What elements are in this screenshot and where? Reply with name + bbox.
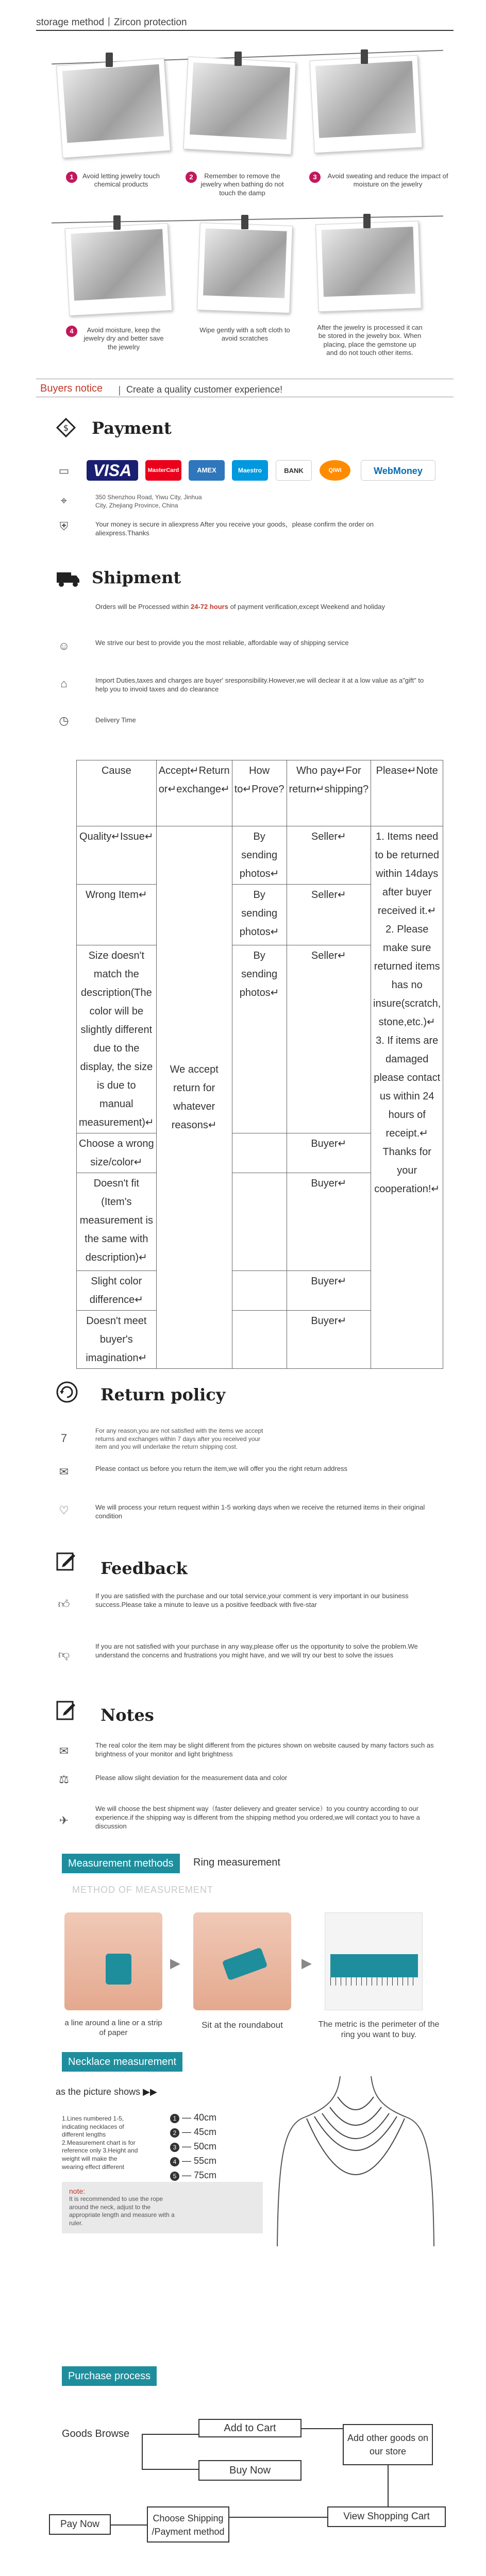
storage-tip-text: Avoid sweating and reduce the impact of moisture on the jewelry	[327, 172, 448, 189]
ring-step-1-caption: a line around a line or a strip of paper	[64, 2019, 162, 2037]
length-row: 5 — 75cm	[170, 2170, 232, 2184]
necklace-notes: 1.Lines numbered 1-5, indicating necklaces of different lengths 2.Measurement chart is for reference only 3.Height and weight will make the wearing effect different	[62, 2115, 138, 2171]
return-policy-text: Please contact us before you return the item,we will offer you the right return address	[95, 1465, 347, 1472]
clothespin-icon	[363, 214, 371, 228]
bank-logo: BANK	[276, 460, 312, 481]
payment-title: Payment	[92, 418, 172, 438]
feedback-title: Feedback	[100, 1558, 188, 1578]
webmoney-logo: WebMoney	[361, 460, 435, 481]
buy-now-box: Buy Now	[198, 2460, 301, 2481]
length-row: 4 — 55cm	[170, 2156, 232, 2170]
flow-connector	[142, 2469, 198, 2470]
method-heading: METHOD OF MEASUREMENT	[72, 1885, 214, 1895]
notes-text: We will choose the best shipment way（faster delievery and greater service）to you country according to our experience.if the shipping way is different from the shipping method you ordered,we will contact you to have a discussion	[95, 1805, 420, 1830]
prove-cell: By sending photos↵	[232, 826, 287, 885]
payer-cell: Buyer↵	[287, 1173, 371, 1271]
card-icon: ▭	[58, 464, 70, 477]
ring-measurement-label: Ring measurement	[193, 1857, 280, 1868]
return-policy-title: Return policy	[100, 1385, 226, 1404]
length-row: 1 — 40cm	[170, 2112, 232, 2127]
table-header-row	[77, 760, 443, 826]
visa-logo: VISA	[87, 460, 138, 481]
purchase-process-label: Purchase process	[62, 2366, 157, 2386]
length-row: 2 — 45cm	[170, 2127, 232, 2141]
notes-text: Please allow slight deviation for the measurement data and color	[95, 1774, 288, 1782]
choose-shipping-box: Choose Shipping /Payment method	[147, 2506, 229, 2543]
buyers-notice-title: Buyers notice	[40, 383, 103, 394]
payer-cell: Seller↵	[287, 885, 371, 945]
storage-photo-cloth	[197, 223, 293, 313]
storage-tip-text: Wipe gently with a soft cloth to avoid scratches	[199, 326, 290, 343]
maestro-logo: Maestro	[232, 460, 268, 481]
table-row	[77, 826, 443, 885]
storage-photo-chemicals	[56, 58, 171, 158]
storage-tip-text: Avoid letting jewelry touch chemical products	[82, 172, 160, 189]
necklace-note-box	[62, 2182, 263, 2233]
necklace-diagram	[273, 2076, 438, 2246]
payer-cell: Buyer↵	[287, 1311, 371, 1369]
clock-icon: ◷	[59, 714, 69, 727]
ring-step-3-caption: The metric is the perimeter of the ring you want to buy.	[318, 2020, 440, 2039]
buyers-notice-subtitle: Create a quality customer experience!	[126, 384, 283, 395]
arrow-right-icon: ▶	[301, 1955, 312, 1971]
envelope-icon: ✉	[59, 1744, 69, 1757]
clothespin-icon	[241, 215, 248, 229]
flow-connector	[229, 2517, 327, 2518]
ring-step-1-image	[64, 1912, 162, 2010]
payer-cell: Buyer↵	[287, 1133, 371, 1173]
thumbs-down-icon: 👎︎	[58, 1648, 70, 1661]
mastercard-logo: MasterCard	[145, 460, 181, 481]
delivery-time-label: Delivery Time	[95, 716, 136, 724]
storage-tip-text: After the jewelry is processed it can be stored in the jewelry box. When placing, place the gemstone up and do not touch other items.	[317, 324, 423, 357]
feedback-icon	[56, 1551, 76, 1571]
tip-number-badge: 4	[66, 326, 77, 337]
storage-photo-jewelry-box	[315, 221, 422, 312]
pay-now-box: Pay Now	[49, 2514, 111, 2535]
ruler-icon: ⚖	[59, 1773, 69, 1786]
note-title: note:	[69, 2187, 86, 2195]
buyers-notice-separator: 丨	[114, 386, 125, 397]
prove-cell	[232, 1173, 287, 1271]
tag-icon: ⌂	[60, 677, 68, 690]
cause-cell: Quality↵Issue↵	[77, 826, 157, 885]
message-icon: ✉	[59, 1465, 69, 1478]
clothespin-icon	[113, 215, 121, 230]
notes-text: The real color the item may be slight different from the pictures shown on website caused by many factors such as brightness of your monitor and light brightness	[95, 1741, 434, 1758]
return-policy-text: For any reason,you are not satisfied with the items we accept returns and exchanges within 7 days after you received your item and you will underlake the return shipping cost.	[95, 1427, 263, 1451]
seven-days-icon: 7	[60, 1432, 68, 1445]
heart-icon: ♡	[59, 1504, 69, 1517]
ring-step-2-caption: Sit at the roundabout	[202, 2020, 283, 2030]
clothespin-icon	[106, 53, 113, 67]
tip-number-badge: 1	[66, 172, 77, 183]
ring-step-3-image	[325, 1912, 423, 2010]
storage-tip-text: Remember to remove the jewelry when bathing do not touch the damp	[200, 172, 284, 197]
accept-cell: We accept return for whatever reasons↵	[156, 826, 232, 1369]
storage-photo-bathing	[183, 57, 296, 155]
flow-connector	[142, 2434, 198, 2435]
storage-photo-sweating	[309, 55, 422, 154]
notes-title: Notes	[100, 1705, 154, 1725]
payer-cell: Seller↵	[287, 945, 371, 1133]
table-header: Please↵Note	[371, 760, 443, 826]
tip-number-badge: 2	[186, 172, 197, 183]
notes-cell: 1. Items need to be returned within 14days after buyer received it.↵ 2. Please make sure returned items has no insure(scratch, stone,etc.)↵ 3. If items are damaged please contact us within 24 hours of receipt.↵ Thanks for your cooperation!↵	[371, 826, 443, 1369]
add-other-goods-box: Add other goods on our store	[343, 2424, 433, 2465]
flow-connector	[301, 2428, 343, 2429]
amex-logo: AMEX	[189, 460, 225, 481]
flow-connector	[111, 2524, 147, 2526]
clothespin-icon	[361, 49, 368, 64]
goods-browse-label: Goods Browse	[62, 2428, 130, 2439]
smile-icon: ☺	[58, 639, 70, 652]
table-header: Cause	[77, 760, 157, 826]
shipment-provide-note: We strive our best to provide you the most reliable, affordable way of shipping service	[95, 639, 349, 647]
cause-cell: Doesn't meet buyer's imagination↵	[77, 1311, 157, 1369]
table-header: Accept↵Return or↵exchange↵	[156, 760, 232, 826]
add-to-cart-box: Add to Cart	[198, 2419, 301, 2437]
payment-address: 350 Shenzhou Road, Yiwu City, Jinhua City, Zhejiang Province, China	[95, 494, 202, 509]
arrow-right-icon: ▶	[170, 1955, 180, 1971]
necklace-measurement-label: Necklace measurement	[62, 2052, 182, 2072]
truck-icon	[56, 569, 80, 588]
flow-connector	[388, 2465, 389, 2506]
airplane-icon: ✈	[59, 1814, 69, 1827]
return-policy-icon	[56, 1381, 78, 1403]
flow-connector	[142, 2434, 143, 2470]
storage-tip-text: Avoid moisture, keep the jewelry dry and better save the jewelry	[83, 326, 164, 351]
payment-icon	[56, 417, 76, 438]
storage-title: storage method丨Zircon protection	[36, 17, 187, 28]
shield-icon: ⛨	[59, 520, 69, 533]
shipment-title: Shipment	[92, 568, 181, 587]
cause-cell: Slight color difference↵	[77, 1271, 157, 1311]
ring-step-2-image	[193, 1912, 291, 2010]
measurement-methods-label: Measurement methods	[62, 1854, 180, 1873]
cause-cell: Size doesn't match the description(The color will be slightly different due to the display, the size is due to manual measurement)↵	[77, 945, 157, 1133]
view-cart-box: View Shopping Cart	[327, 2506, 446, 2527]
prove-cell	[232, 1311, 287, 1369]
table-header: Who pay↵For return↵shipping?	[287, 760, 371, 826]
storage-photo-moisture	[65, 223, 173, 316]
prove-cell: By sending photos↵	[232, 945, 287, 1133]
table-header: How to↵Prove?	[232, 760, 287, 826]
necklace-length-legend	[170, 2112, 232, 2184]
shipment-duties-note: Import Duties,taxes and charges are buyer' sresponsibility.However,we will declear it at a low value as a"gift" to help you to invoid taxes and do clearance	[95, 676, 424, 693]
cause-cell: Doesn't fit (Item's measurement is the same with description)↵	[77, 1173, 157, 1271]
shipment-return-table	[76, 760, 443, 1369]
return-policy-text: We will process your return request within 1-5 working days when we receive the returned items in their original condition	[95, 1503, 425, 1520]
cause-cell: Choose a wrong size/color↵	[77, 1133, 157, 1173]
payer-cell: Seller↵	[287, 826, 371, 885]
length-row: 3 — 50cm	[170, 2141, 232, 2156]
clothespin-icon	[234, 52, 242, 66]
feedback-text: If you are satisfied with the purchase and our total service,your comment is very important in our business success.Please take a minute to leave us a positive feedback with five-star	[95, 1592, 409, 1608]
shipment-processed-note: Orders will be Processed within 24-72 hours of payment verification,except Weekend and holiday	[95, 603, 385, 611]
location-icon: ⌖	[60, 494, 68, 507]
thumbs-up-icon: 👍︎	[58, 1598, 70, 1611]
tip-number-badge: 3	[309, 172, 321, 183]
payer-cell: Buyer↵	[287, 1271, 371, 1311]
prove-cell: By sending photos↵	[232, 885, 287, 945]
qiwi-logo: QIWI	[320, 460, 350, 481]
payment-secure-note: Your money is secure in aliexpress After you receive your goods，please confirm the order on aliexpress.Thanks	[95, 520, 374, 537]
prove-cell	[232, 1271, 287, 1311]
notes-icon	[56, 1700, 76, 1721]
as-picture-label: as the picture shows ▶▶	[56, 2087, 157, 2097]
cause-cell: Wrong Item↵	[77, 885, 157, 945]
note-text: It is recommended to use the rope around the neck, adjust to the appropriate length and measure with a ruler.	[69, 2195, 175, 2227]
prove-cell	[232, 1133, 287, 1173]
feedback-text: If you are not satisfied with your purchase in any way,please offer us the opportunity to solve the problem.We understand the concerns and frustrations you might have, and we will try our best to solve the issues	[95, 1642, 418, 1659]
storage-divider	[36, 30, 454, 31]
svg-text:$: $	[63, 423, 69, 433]
